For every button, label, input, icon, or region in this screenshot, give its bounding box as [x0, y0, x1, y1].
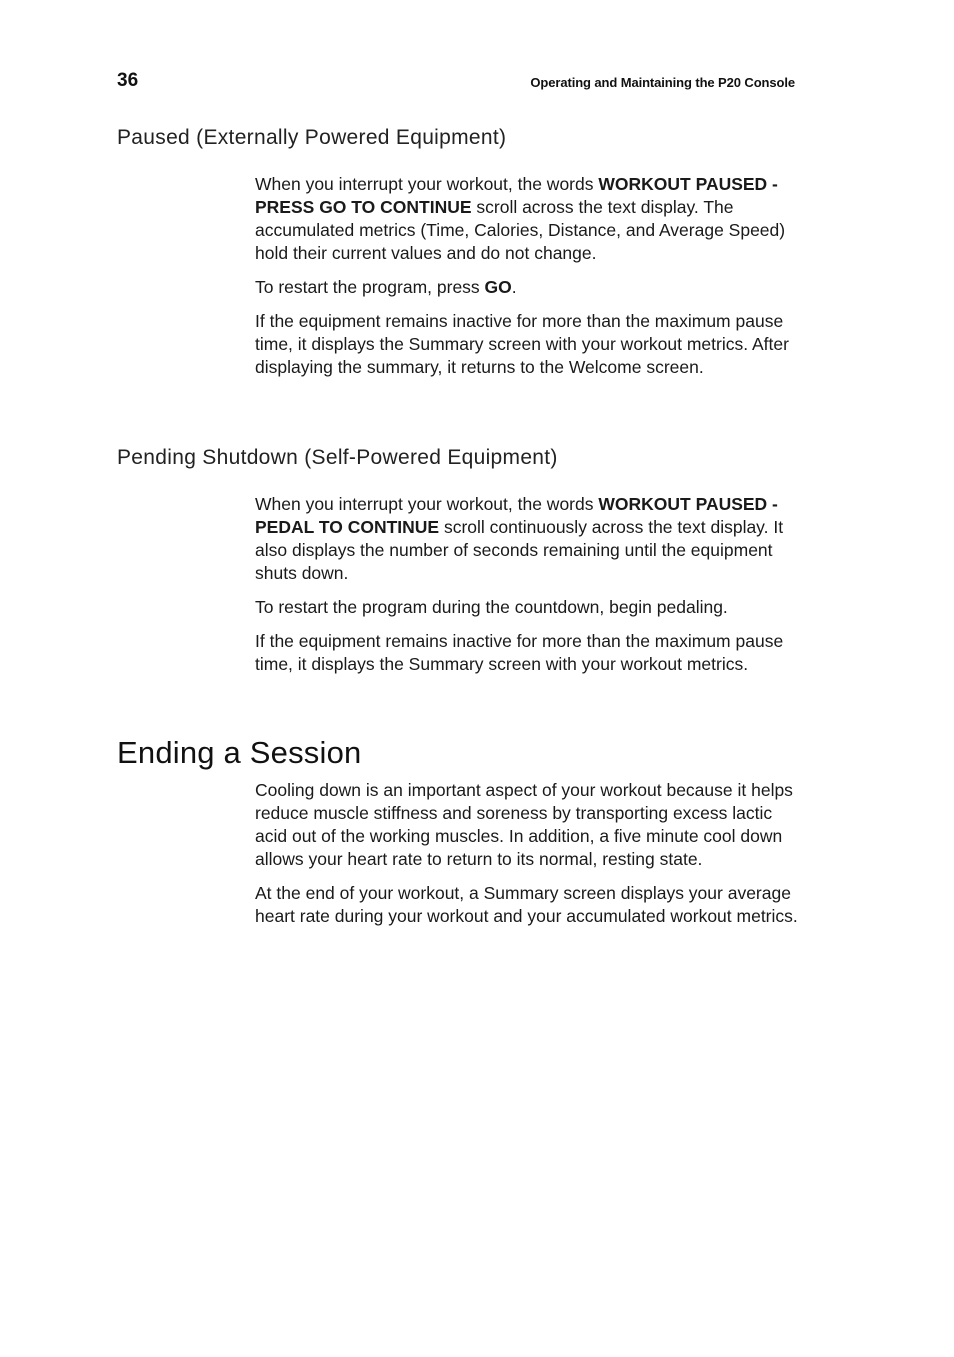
- running-header: Operating and Maintaining the P20 Console: [530, 75, 795, 90]
- text: To restart the program, press: [255, 277, 485, 297]
- paragraph: To restart the program during the countdown, begin pedaling.: [255, 597, 728, 617]
- text: .: [511, 277, 517, 297]
- bold-text: GO: [484, 277, 512, 297]
- paragraph: [255, 173, 803, 265]
- text: scroll continuously across the text display. It also displays the number of seconds remaining until the equipment shuts down.: [255, 517, 784, 583]
- heading-ending-session: Ending a Session: [117, 735, 362, 770]
- paragraph: Cooling down is an important aspect of your workout because it helps reduce muscle stiffness and soreness by transporting excess lactic acid out of the working muscles. In addition, a five minute cool down allows your heart rate to return to its normal, resting state.: [255, 780, 793, 869]
- paragraph: If the equipment remains inactive for more than the maximum pause time, it displays the Summary screen with your workout metrics. After displaying the summary, it returns to the Welcome screen.: [255, 311, 789, 377]
- text: When you interrupt your workout, the words: [255, 494, 599, 514]
- heading-paused: Paused (Externally Powered Equipment): [117, 126, 507, 149]
- bold-text: WORKOUT PAUSED - PEDAL TO CONTINUE: [255, 494, 778, 537]
- text: scroll across the text display. The accumulated metrics (Time, Calories, Distance, and Average Speed) hold their current values and do not change.: [255, 197, 786, 263]
- text: When you interrupt your workout, the words: [255, 174, 599, 194]
- section-ending-body: [255, 779, 803, 939]
- section-shutdown-body: [255, 493, 803, 687]
- page-number: 36: [117, 70, 139, 91]
- paragraph: If the equipment remains inactive for more than the maximum pause time, it displays the Summary screen with your workout metrics.: [255, 631, 784, 674]
- paragraph: [255, 276, 803, 299]
- paragraph: [255, 493, 803, 585]
- section-paused-body: [255, 173, 803, 390]
- bold-text: WORKOUT PAUSED - PRESS GO TO CONTINUE: [255, 174, 778, 217]
- heading-pending-shutdown: Pending Shutdown (Self-Powered Equipment): [117, 446, 558, 469]
- paragraph: At the end of your workout, a Summary screen displays your average heart rate during your workout and your accumulated workout metrics.: [255, 883, 798, 926]
